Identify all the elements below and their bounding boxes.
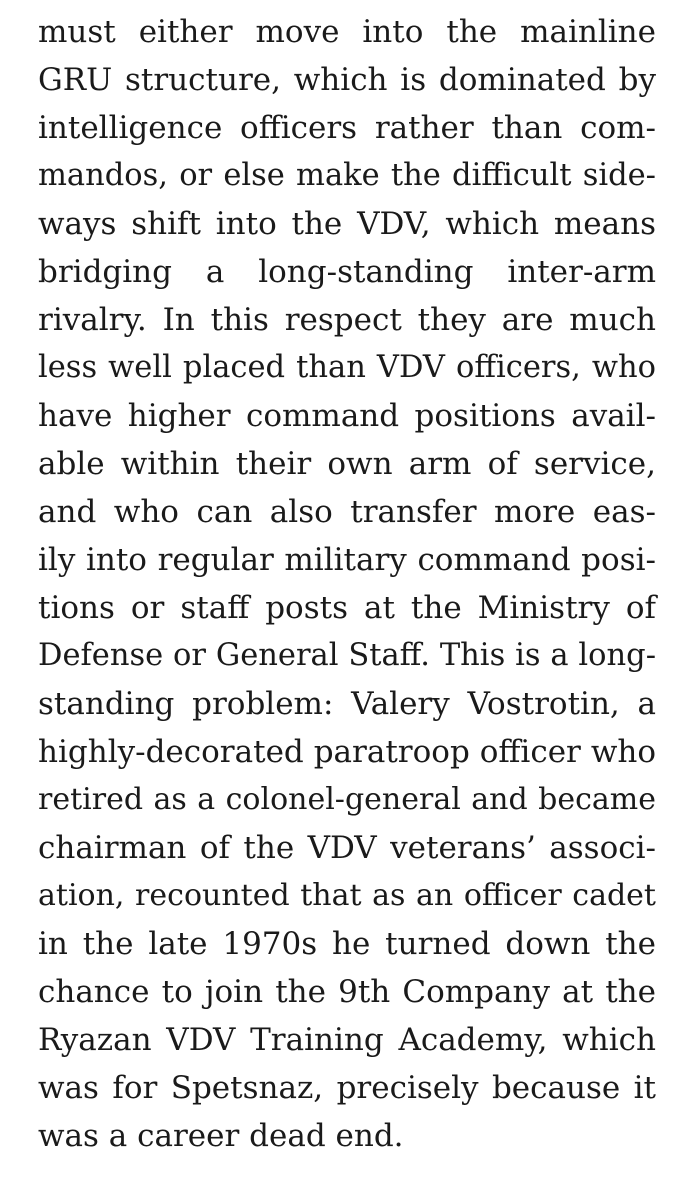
text-line: ways shift into the VDV, which means bbox=[38, 206, 656, 242]
text-line: tions or staff posts at the Ministry of bbox=[38, 590, 656, 626]
text-line: chance to join the 9th Company at the bbox=[38, 974, 656, 1010]
text-line: GRU structure, which is dominated by bbox=[38, 62, 656, 98]
text-line: must either move into the mainline bbox=[38, 14, 656, 50]
text-line: mandos, or else make the difficult side- bbox=[38, 158, 656, 193]
text-line: standing problem: Valery Vostrotin, a bbox=[38, 686, 656, 722]
text-line: was a career dead end. bbox=[38, 1118, 404, 1154]
text-line: was for Spetsnaz, precisely because it bbox=[38, 1070, 656, 1106]
text-line: chairman of the VDV veterans’ associ- bbox=[38, 830, 656, 866]
text-line: bridging a long-standing inter-arm bbox=[38, 254, 656, 290]
text-line: have higher command positions avail- bbox=[38, 398, 656, 434]
text-line: able within their own arm of service, bbox=[38, 446, 656, 482]
text-line: intelligence officers rather than com- bbox=[38, 110, 656, 146]
text-line: ation, recounted that as an officer cadet bbox=[38, 878, 656, 913]
text-line: highly-decorated paratroop officer who bbox=[38, 734, 656, 770]
text-line: ily into regular military command posi- bbox=[38, 542, 656, 578]
text-line: retired as a colonel-general and became bbox=[38, 782, 656, 817]
text-line: Ryazan VDV Training Academy, which bbox=[38, 1022, 656, 1058]
text-line: rivalry. In this respect they are much bbox=[38, 302, 656, 338]
text-line: less well placed than VDV officers, who bbox=[38, 350, 656, 385]
text-line: Defense or General Staff. This is a long- bbox=[38, 638, 656, 673]
text-line: in the late 1970s he turned down the bbox=[38, 926, 656, 962]
text-line: and who can also transfer more eas- bbox=[38, 494, 656, 530]
